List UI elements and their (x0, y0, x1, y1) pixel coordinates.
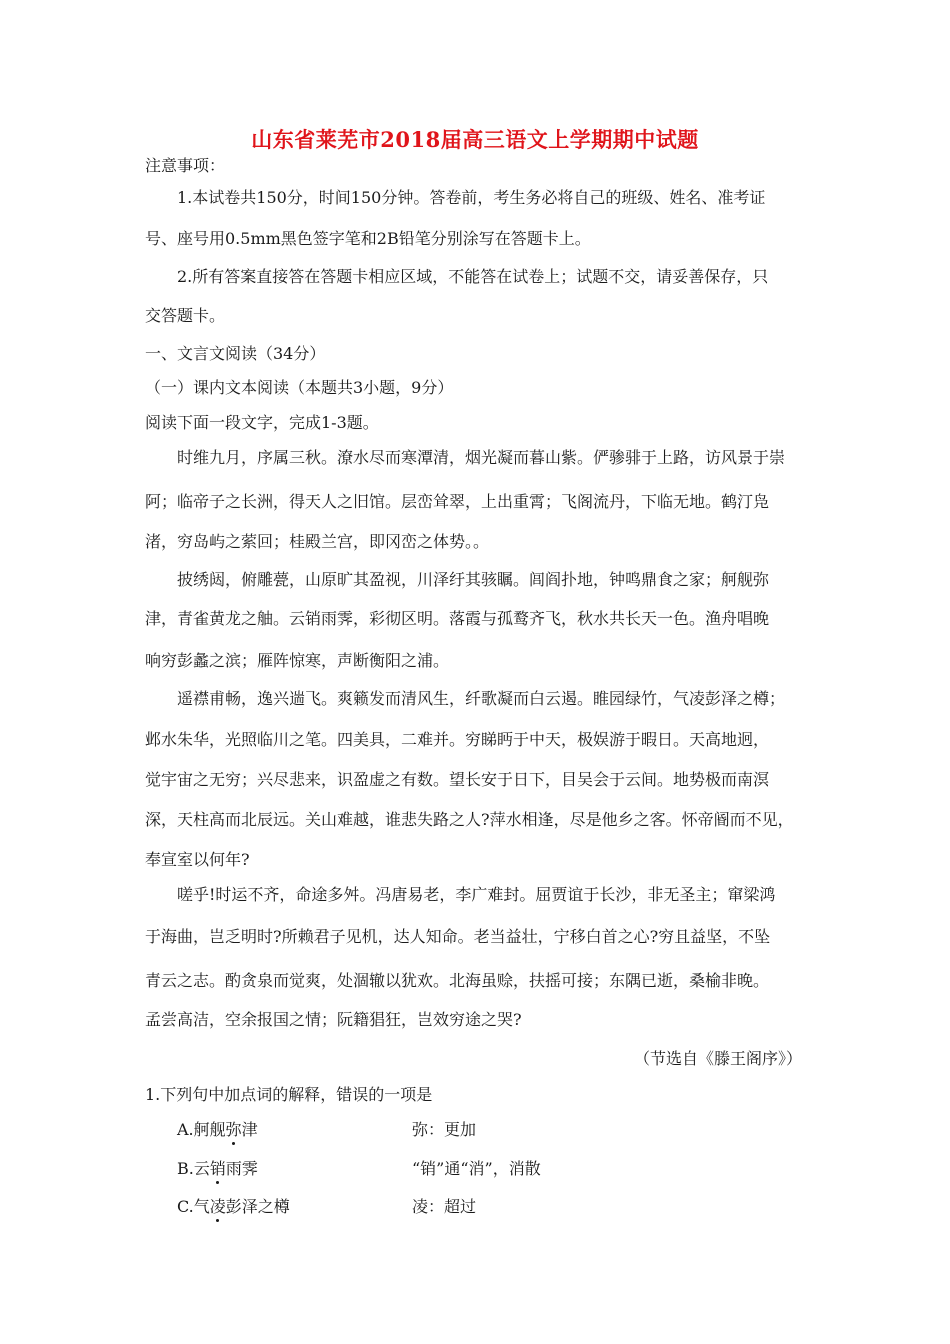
notice-item-1-line-2: 号、座号用0.5mm黑色签字笔和2B铅笔分别涂写在答题卡上。 (145, 229, 591, 248)
option-c-term: C.气凌彭泽之樽 (177, 1194, 290, 1217)
passage-line: 响穷彭蠡之滨；雁阵惊寒，声断衡阳之浦。 (145, 651, 450, 670)
passage-line: 青云之志。酌贪泉而觉爽，处涸辙以犹欢。北海虽赊，扶摇可接；东隅已逝，桑榆非晚。 (145, 971, 770, 990)
question-1-stem: 1.下列句中加点词的解释，错误的一项是 (145, 1085, 433, 1104)
notice-heading: 注意事项： (145, 156, 226, 175)
passage-line: 阿；临帝子之长洲，得天人之旧馆。层峦耸翠，上出重霄；飞阁流丹，下临无地。鹤汀凫 (145, 492, 770, 511)
passage-line: 孟尝高洁，空余报国之情；阮籍猖狂，岂效穷途之哭? (145, 1010, 522, 1029)
emphasis-dot-word: 凌 (210, 1194, 226, 1217)
passage-line: 深，天柱高而北辰远。关山难越，谁悲失路之人?萍水相逢，尽是他乡之客。怀帝阍而不见， (145, 810, 794, 829)
notice-item-1-line-1: 1.本试卷共150分，时间150分钟。答卷前，考生务必将自己的班级、姓名、准考证 (177, 188, 766, 207)
emphasis-dot-word: 弥 (226, 1117, 242, 1140)
passage-line: 时维九月，序属三秋。潦水尽而寒潭清，烟光凝而暮山紫。俨骖𬴂于上路，访风景于崇 (177, 448, 786, 467)
option-a-term: A.舸舰弥津 (177, 1117, 258, 1140)
emphasis-dot-word: 销 (210, 1156, 226, 1179)
passage-line: 邺水朱华，光照临川之笔。四美具，二难并。穷睇眄于中天，极娱游于暇日。天高地迥， (145, 730, 770, 749)
passage-line: 嗟乎!时运不齐，命途多舛。冯唐易老，李广难封。屈贾谊于长沙，非无圣主；窜梁鸿 (177, 885, 776, 904)
notice-item-2-line-2: 交答题卡。 (145, 306, 226, 325)
passage-source: （节选自《滕王阁序》） (633, 1049, 802, 1068)
option-c-explanation: 凌：超过 (412, 1197, 477, 1216)
page-title: 山东省莱芜市2018届高三语文上学期期中试题 (251, 127, 699, 152)
passage-line: 于海曲，岂乏明时?所赖君子见机，达人知命。老当益壮，宁移白首之心?穷且益坚，不坠 (145, 927, 771, 946)
subsection-heading: （一）课内文本阅读（本题共3小题，9分） (145, 378, 454, 397)
passage-line: 披绣闼，俯雕甍，山原旷其盈视，川泽纡其骇瞩。闾阎扑地，钟鸣鼎食之家；舸舰弥 (177, 570, 770, 589)
section-heading: 一、文言文阅读（34分） (145, 344, 326, 363)
passage-line: 奉宣室以何年? (145, 850, 250, 869)
notice-item-2-line-1: 2.所有答案直接答在答题卡相应区域，不能答在试卷上；试题不交，请妥善保存，只 (177, 267, 769, 286)
option-b-term: B.云销雨霁 (177, 1156, 258, 1179)
passage-line: 渚，穷岛屿之萦回；桂殿兰宫，即冈峦之体势。。 (145, 532, 490, 551)
passage-line: 觉宇宙之无穷；兴尽悲来，识盈虚之有数。望长安于日下，目吴会于云间。地势极而南溟 (145, 770, 770, 789)
option-a-explanation: 弥：更加 (412, 1120, 477, 1139)
passage-line: 遥襟甫畅，逸兴遄飞。爽籁发而清风生，纤歌凝而白云遏。睢园绿竹，气凌彭泽之樽； (177, 689, 786, 708)
passage-line: 津，青雀黄龙之舳。云销雨霁，彩彻区明。落霞与孤鹜齐飞，秋水共长天一色。渔舟唱晚 (145, 609, 770, 628)
reading-instruction: 阅读下面一段文字，完成1-3题。 (145, 413, 379, 432)
option-b-explanation: “销”通“消”，消散 (412, 1159, 541, 1178)
